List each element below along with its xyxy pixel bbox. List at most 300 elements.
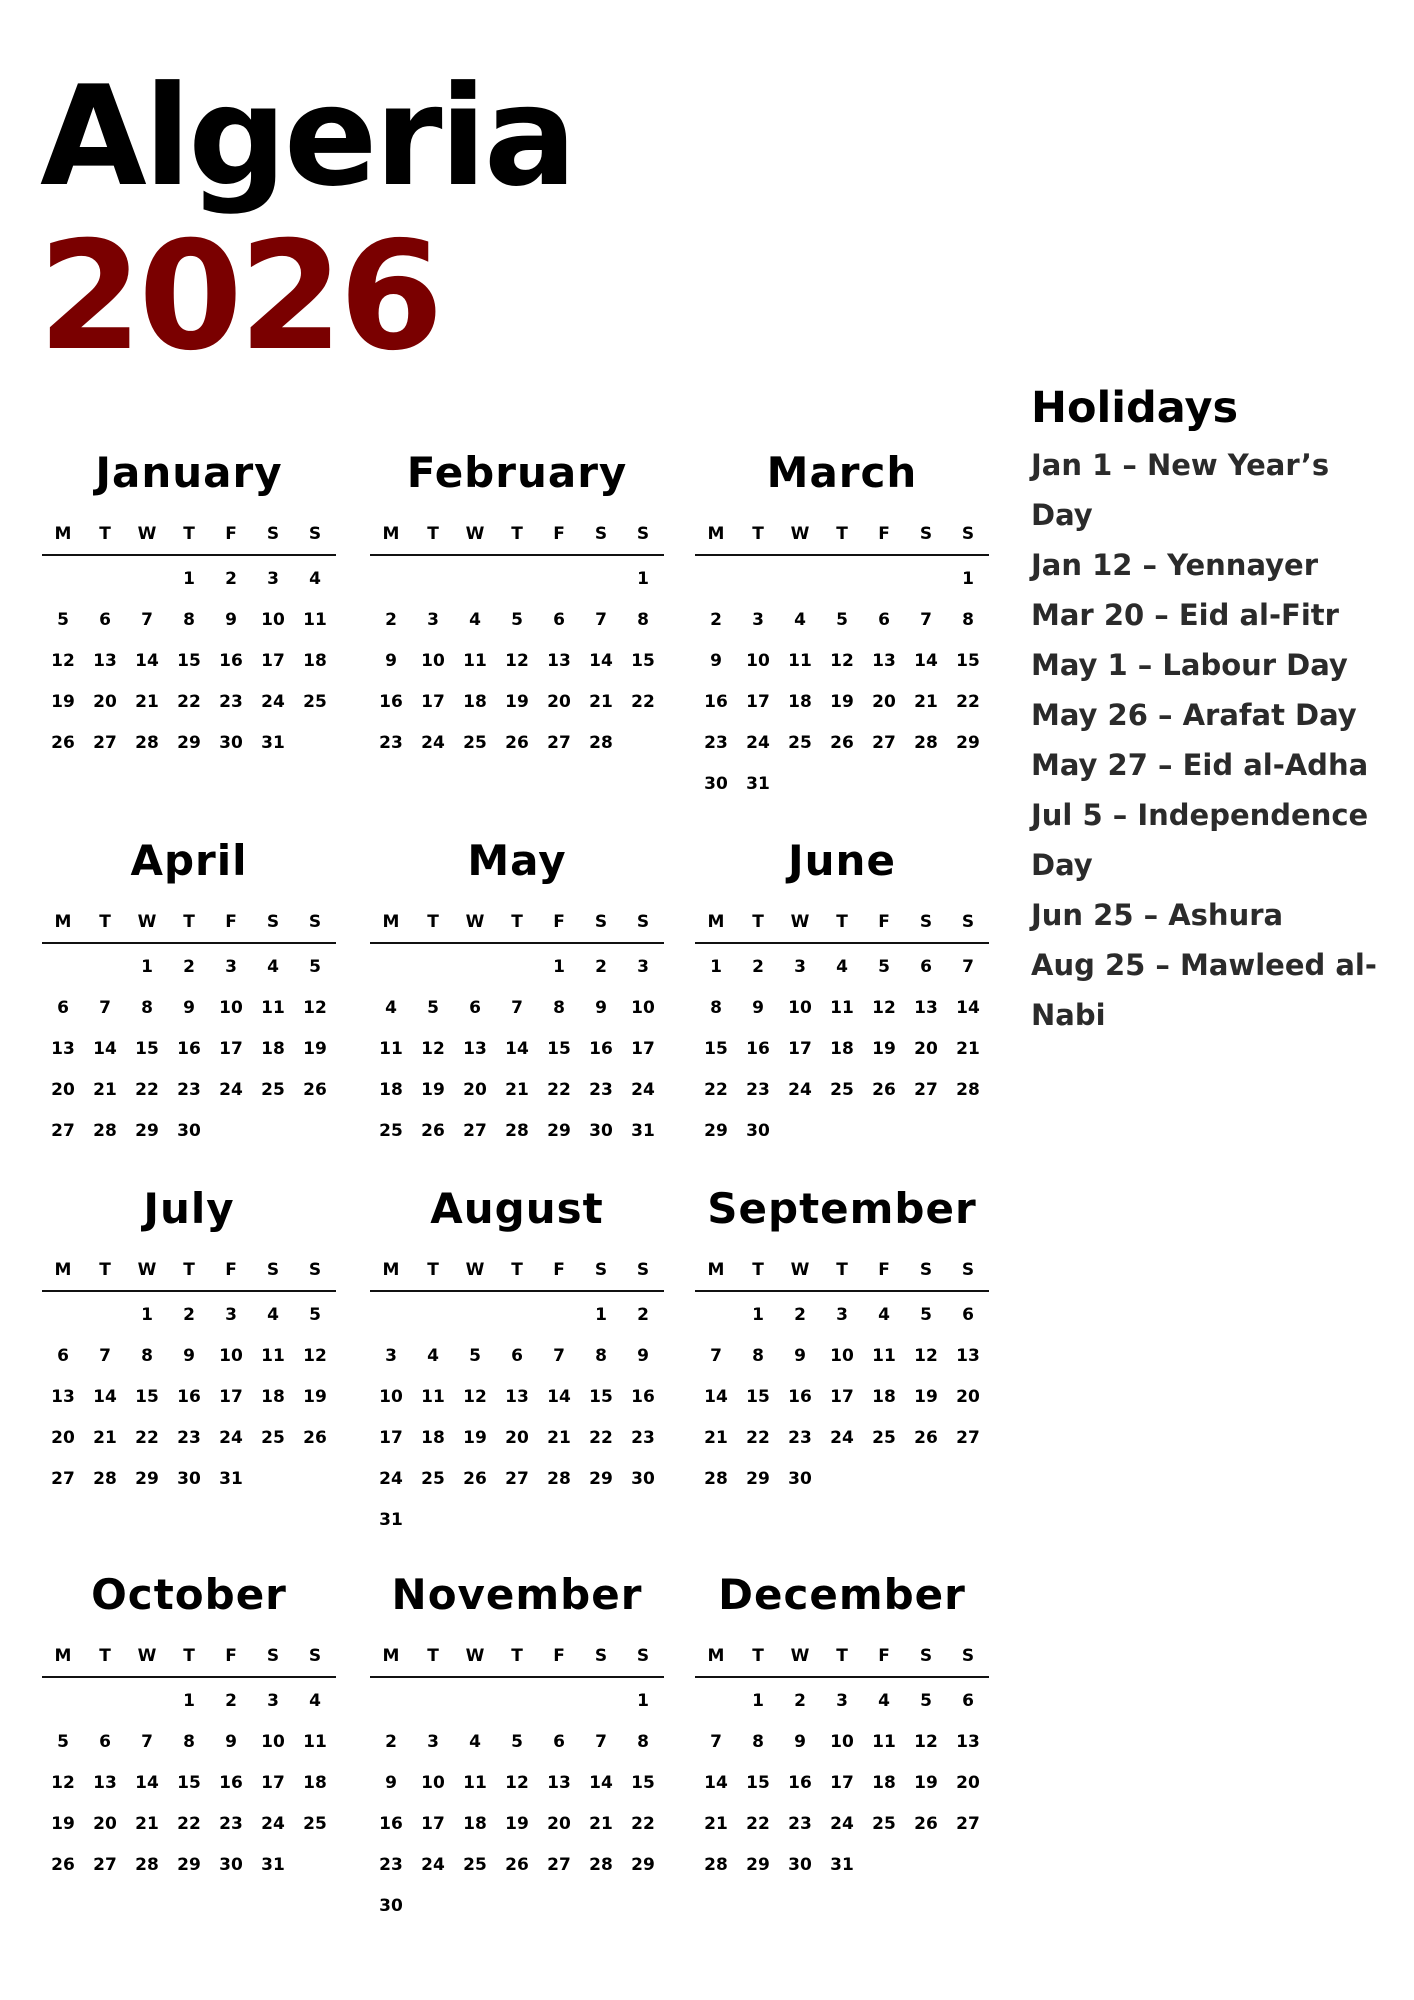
month-name: August	[430, 1184, 604, 1233]
day-cell: 24	[746, 733, 770, 753]
weekday-label: S	[961, 912, 975, 932]
day-cell: 28	[547, 1469, 571, 1489]
weekday-label: M	[382, 1646, 400, 1666]
day-cell: 2	[385, 1732, 397, 1752]
day-cell: 16	[177, 1039, 201, 1059]
day-cell: 15	[547, 1039, 571, 1059]
weekday-label: F	[878, 1646, 890, 1666]
day-cell: 18	[872, 1773, 896, 1793]
day-cell: 1	[752, 1305, 764, 1325]
day-cell: 21	[135, 692, 159, 712]
day-cell: 29	[746, 1855, 770, 1875]
month-january	[42, 448, 336, 769]
day-cell: 19	[51, 692, 75, 712]
day-cell: 13	[956, 1346, 980, 1366]
day-cell: 5	[920, 1305, 932, 1325]
day-cell: 2	[225, 1691, 237, 1711]
day-cell: 11	[379, 1039, 403, 1059]
day-cell: 17	[261, 651, 285, 671]
empty-day	[126, 1686, 168, 1727]
day-cell: 15	[746, 1387, 770, 1407]
day-cell: 30	[589, 1121, 613, 1141]
day-cell: 6	[57, 1346, 69, 1366]
day-cell: 17	[379, 1428, 403, 1448]
day-cell: 25	[303, 692, 327, 712]
day-cell: 15	[177, 651, 201, 671]
day-cell: 21	[93, 1428, 117, 1448]
day-cell: 4	[267, 1305, 279, 1325]
day-cell: 23	[788, 1814, 812, 1834]
day-cell: 13	[547, 651, 571, 671]
day-cell: 24	[631, 1080, 655, 1100]
empty-day	[695, 1300, 737, 1341]
day-cell: 13	[93, 651, 117, 671]
day-cell: 16	[177, 1387, 201, 1407]
day-cell: 21	[704, 1814, 728, 1834]
day-cell: 15	[704, 1039, 728, 1059]
day-cell: 29	[135, 1469, 159, 1489]
day-cell: 11	[830, 998, 854, 1018]
day-cell: 2	[183, 1305, 195, 1325]
weekday-label: S	[308, 1646, 322, 1666]
empty-day	[454, 564, 496, 605]
day-cell: 6	[962, 1305, 974, 1325]
day-cell: 10	[421, 1773, 445, 1793]
day-cell: 12	[914, 1732, 938, 1752]
day-cell: 2	[385, 610, 397, 630]
day-grid	[42, 952, 336, 1157]
day-cell: 14	[135, 1773, 159, 1793]
day-cell: 7	[141, 610, 153, 630]
day-cell: 20	[51, 1428, 75, 1448]
weekday-label: F	[553, 524, 565, 544]
day-cell: 9	[794, 1346, 806, 1366]
weekday-label: T	[99, 1260, 111, 1280]
day-cell: 30	[631, 1469, 655, 1489]
day-cell: 18	[379, 1080, 403, 1100]
day-cell: 10	[830, 1346, 854, 1366]
day-cell: 2	[752, 957, 764, 977]
day-cell: 22	[135, 1080, 159, 1100]
day-cell: 3	[267, 1691, 279, 1711]
empty-day	[42, 952, 84, 993]
month-name: March	[766, 448, 918, 497]
weekday-label: M	[707, 1260, 725, 1280]
day-cell: 3	[794, 957, 806, 977]
day-cell: 13	[956, 1732, 980, 1752]
day-cell: 5	[427, 998, 439, 1018]
month-july	[42, 1184, 336, 1505]
weekday-label: S	[636, 524, 650, 544]
weekday-label: T	[183, 912, 195, 932]
day-cell: 12	[505, 651, 529, 671]
day-cell: 16	[788, 1773, 812, 1793]
weekday-label: T	[183, 1646, 195, 1666]
empty-day	[370, 564, 412, 605]
day-cell: 8	[141, 998, 153, 1018]
day-cell: 29	[704, 1121, 728, 1141]
day-cell: 7	[511, 998, 523, 1018]
day-cell: 10	[219, 998, 243, 1018]
day-cell: 16	[589, 1039, 613, 1059]
empty-day	[737, 564, 779, 605]
day-cell: 5	[469, 1346, 481, 1366]
empty-day	[412, 1300, 454, 1341]
month-name: November	[391, 1570, 643, 1619]
day-cell: 17	[261, 1773, 285, 1793]
day-cell: 23	[746, 1080, 770, 1100]
day-cell: 14	[547, 1387, 571, 1407]
day-cell: 8	[141, 1346, 153, 1366]
weekday-label: S	[636, 1260, 650, 1280]
day-cell: 22	[631, 692, 655, 712]
day-cell: 15	[746, 1773, 770, 1793]
day-cell: 31	[830, 1855, 854, 1875]
day-cell: 15	[956, 651, 980, 671]
day-cell: 26	[505, 733, 529, 753]
weekday-label: T	[752, 1260, 764, 1280]
day-cell: 28	[93, 1121, 117, 1141]
day-cell: 23	[704, 733, 728, 753]
day-cell: 22	[547, 1080, 571, 1100]
day-cell: 27	[914, 1080, 938, 1100]
day-cell: 1	[637, 569, 649, 589]
month-october	[42, 1570, 336, 1891]
day-cell: 18	[303, 1773, 327, 1793]
day-cell: 4	[385, 998, 397, 1018]
day-cell: 5	[920, 1691, 932, 1711]
weekday-label: M	[707, 524, 725, 544]
month-april	[42, 836, 336, 1157]
day-cell: 23	[379, 733, 403, 753]
day-cell: 30	[219, 1855, 243, 1875]
day-cell: 15	[631, 1773, 655, 1793]
weekday-label: M	[382, 912, 400, 932]
day-cell: 16	[746, 1039, 770, 1059]
day-cell: 12	[463, 1387, 487, 1407]
weekday-label: S	[961, 1646, 975, 1666]
month-february	[370, 448, 664, 769]
day-cell: 26	[421, 1121, 445, 1141]
day-cell: 25	[303, 1814, 327, 1834]
day-cell: 26	[51, 733, 75, 753]
empty-day	[580, 564, 622, 605]
weekday-header	[695, 524, 989, 556]
day-cell: 3	[637, 957, 649, 977]
day-cell: 18	[303, 651, 327, 671]
holidays-heading: Holidays	[1031, 383, 1239, 433]
day-cell: 26	[303, 1080, 327, 1100]
day-grid	[42, 1686, 336, 1891]
day-cell: 21	[135, 1814, 159, 1834]
day-cell: 21	[589, 692, 613, 712]
weekday-label: S	[919, 1260, 933, 1280]
day-cell: 16	[219, 1773, 243, 1793]
weekday-label: F	[553, 1646, 565, 1666]
day-cell: 31	[379, 1510, 403, 1530]
weekday-label: W	[465, 1646, 485, 1666]
weekday-label: W	[465, 912, 485, 932]
weekday-label: M	[707, 1646, 725, 1666]
day-cell: 28	[93, 1469, 117, 1489]
day-cell: 28	[135, 1855, 159, 1875]
day-cell: 15	[589, 1387, 613, 1407]
day-cell: 31	[219, 1469, 243, 1489]
weekday-label: W	[790, 912, 810, 932]
day-cell: 6	[553, 610, 565, 630]
day-cell: 16	[379, 1814, 403, 1834]
day-cell: 6	[99, 610, 111, 630]
day-cell: 26	[51, 1855, 75, 1875]
day-cell: 2	[595, 957, 607, 977]
day-cell: 9	[595, 998, 607, 1018]
day-cell: 9	[752, 998, 764, 1018]
day-cell: 1	[141, 957, 153, 977]
weekday-header	[370, 524, 664, 556]
day-cell: 30	[704, 774, 728, 794]
day-cell: 21	[589, 1814, 613, 1834]
day-cell: 27	[51, 1469, 75, 1489]
day-cell: 19	[303, 1387, 327, 1407]
day-cell: 6	[469, 998, 481, 1018]
weekday-label: S	[594, 524, 608, 544]
day-cell: 19	[830, 692, 854, 712]
day-cell: 18	[830, 1039, 854, 1059]
holiday-item: May 1 – Labour Day	[1031, 648, 1348, 682]
day-cell: 20	[872, 692, 896, 712]
day-cell: 17	[830, 1387, 854, 1407]
day-cell: 8	[962, 610, 974, 630]
weekday-label: S	[636, 1646, 650, 1666]
day-cell: 20	[463, 1080, 487, 1100]
holiday-item: Jun 25 – Ashura	[1031, 898, 1284, 932]
month-name: September	[707, 1184, 977, 1233]
weekday-label: T	[183, 524, 195, 544]
weekday-header	[42, 1260, 336, 1292]
weekday-label: W	[790, 524, 810, 544]
day-cell: 9	[225, 610, 237, 630]
day-grid	[370, 564, 664, 769]
weekday-label: S	[308, 1260, 322, 1280]
day-cell: 20	[505, 1428, 529, 1448]
day-cell: 26	[872, 1080, 896, 1100]
day-cell: 29	[135, 1121, 159, 1141]
day-cell: 17	[830, 1773, 854, 1793]
empty-day	[84, 952, 126, 993]
empty-day	[42, 1300, 84, 1341]
month-name: July	[143, 1184, 235, 1233]
weekday-label: S	[919, 1646, 933, 1666]
day-cell: 29	[589, 1469, 613, 1489]
day-cell: 29	[956, 733, 980, 753]
day-cell: 23	[219, 692, 243, 712]
day-cell: 29	[547, 1121, 571, 1141]
weekday-label: S	[919, 524, 933, 544]
day-cell: 4	[267, 957, 279, 977]
day-cell: 27	[51, 1121, 75, 1141]
day-cell: 6	[99, 1732, 111, 1752]
day-cell: 15	[631, 651, 655, 671]
day-cell: 28	[704, 1469, 728, 1489]
month-september	[695, 1184, 989, 1505]
weekday-header	[42, 524, 336, 556]
day-cell: 12	[830, 651, 854, 671]
empty-day	[538, 564, 580, 605]
weekday-label: W	[137, 912, 157, 932]
empty-day	[821, 564, 863, 605]
day-cell: 7	[710, 1346, 722, 1366]
day-cell: 14	[704, 1773, 728, 1793]
weekday-label: S	[266, 1646, 280, 1666]
day-cell: 23	[219, 1814, 243, 1834]
weekday-label: T	[836, 912, 848, 932]
day-cell: 14	[93, 1039, 117, 1059]
day-cell: 8	[637, 610, 649, 630]
day-cell: 17	[421, 1814, 445, 1834]
day-cell: 19	[51, 1814, 75, 1834]
day-cell: 5	[511, 610, 523, 630]
weekday-label: T	[511, 524, 523, 544]
day-cell: 22	[704, 1080, 728, 1100]
day-grid	[42, 564, 336, 769]
day-cell: 17	[631, 1039, 655, 1059]
weekday-label: T	[752, 1646, 764, 1666]
day-cell: 27	[547, 1855, 571, 1875]
day-cell: 7	[99, 1346, 111, 1366]
month-december	[695, 1570, 989, 1891]
day-cell: 21	[956, 1039, 980, 1059]
day-grid	[42, 1300, 336, 1505]
holiday-item: Jan 1 – New Year’s Day	[1031, 448, 1330, 532]
page-title-year: 2026	[38, 210, 440, 384]
month-name: February	[406, 448, 628, 497]
weekday-label: M	[54, 1646, 72, 1666]
day-cell: 13	[463, 1039, 487, 1059]
weekday-label: F	[225, 524, 237, 544]
weekday-label: W	[137, 1260, 157, 1280]
weekday-header	[695, 1260, 989, 1292]
day-cell: 30	[177, 1121, 201, 1141]
day-cell: 10	[631, 998, 655, 1018]
day-cell: 1	[710, 957, 722, 977]
empty-day	[905, 564, 947, 605]
day-cell: 4	[878, 1691, 890, 1711]
day-cell: 3	[836, 1305, 848, 1325]
day-cell: 27	[93, 733, 117, 753]
day-cell: 12	[51, 651, 75, 671]
day-cell: 5	[309, 1305, 321, 1325]
day-grid	[695, 1300, 989, 1505]
day-cell: 10	[830, 1732, 854, 1752]
day-cell: 20	[956, 1387, 980, 1407]
day-cell: 3	[427, 1732, 439, 1752]
day-cell: 30	[788, 1855, 812, 1875]
holiday-list	[1031, 440, 1391, 1040]
weekday-header	[695, 912, 989, 944]
day-cell: 9	[385, 651, 397, 671]
day-cell: 18	[463, 692, 487, 712]
page-title-country: Algeria	[40, 56, 574, 217]
weekday-label: M	[707, 912, 725, 932]
day-cell: 21	[93, 1080, 117, 1100]
day-cell: 22	[746, 1428, 770, 1448]
empty-day	[695, 1686, 737, 1727]
day-cell: 4	[427, 1346, 439, 1366]
day-cell: 24	[421, 733, 445, 753]
day-cell: 13	[872, 651, 896, 671]
day-cell: 18	[421, 1428, 445, 1448]
weekday-label: S	[961, 1260, 975, 1280]
day-cell: 20	[956, 1773, 980, 1793]
weekday-label: M	[54, 912, 72, 932]
weekday-label: F	[225, 912, 237, 932]
day-cell: 1	[141, 1305, 153, 1325]
day-cell: 18	[261, 1039, 285, 1059]
empty-day	[412, 1686, 454, 1727]
day-cell: 15	[177, 1773, 201, 1793]
day-cell: 8	[752, 1732, 764, 1752]
weekday-header	[42, 1646, 336, 1678]
day-cell: 2	[710, 610, 722, 630]
day-cell: 20	[914, 1039, 938, 1059]
day-cell: 23	[177, 1080, 201, 1100]
day-cell: 29	[746, 1469, 770, 1489]
weekday-label: T	[427, 1260, 439, 1280]
day-cell: 19	[463, 1428, 487, 1448]
weekday-label: W	[465, 524, 485, 544]
day-cell: 24	[261, 692, 285, 712]
day-cell: 25	[830, 1080, 854, 1100]
day-cell: 30	[177, 1469, 201, 1489]
weekday-label: S	[266, 1260, 280, 1280]
day-cell: 14	[956, 998, 980, 1018]
day-grid	[695, 564, 989, 810]
day-cell: 26	[914, 1428, 938, 1448]
day-cell: 24	[261, 1814, 285, 1834]
day-cell: 9	[385, 1773, 397, 1793]
month-name: October	[91, 1570, 287, 1619]
weekday-label: S	[961, 524, 975, 544]
day-cell: 21	[914, 692, 938, 712]
weekday-label: S	[919, 912, 933, 932]
day-cell: 31	[261, 733, 285, 753]
day-cell: 22	[135, 1428, 159, 1448]
holiday-item: May 26 – Arafat Day	[1031, 698, 1357, 732]
day-cell: 8	[183, 1732, 195, 1752]
day-cell: 24	[788, 1080, 812, 1100]
weekday-label: T	[183, 1260, 195, 1280]
holiday-item: May 27 – Eid al-Adha	[1031, 748, 1369, 782]
day-grid	[370, 1686, 664, 1932]
day-cell: 28	[589, 1855, 613, 1875]
weekday-header	[42, 912, 336, 944]
day-cell: 5	[309, 957, 321, 977]
weekday-label: F	[225, 1646, 237, 1666]
day-cell: 5	[511, 1732, 523, 1752]
day-cell: 26	[830, 733, 854, 753]
day-cell: 27	[547, 733, 571, 753]
day-cell: 8	[752, 1346, 764, 1366]
empty-day	[695, 564, 737, 605]
day-cell: 24	[219, 1428, 243, 1448]
day-cell: 7	[710, 1732, 722, 1752]
day-cell: 12	[505, 1773, 529, 1793]
day-cell: 22	[589, 1428, 613, 1448]
day-cell: 21	[505, 1080, 529, 1100]
day-cell: 28	[505, 1121, 529, 1141]
weekday-label: W	[465, 1260, 485, 1280]
day-grid	[370, 1300, 664, 1546]
